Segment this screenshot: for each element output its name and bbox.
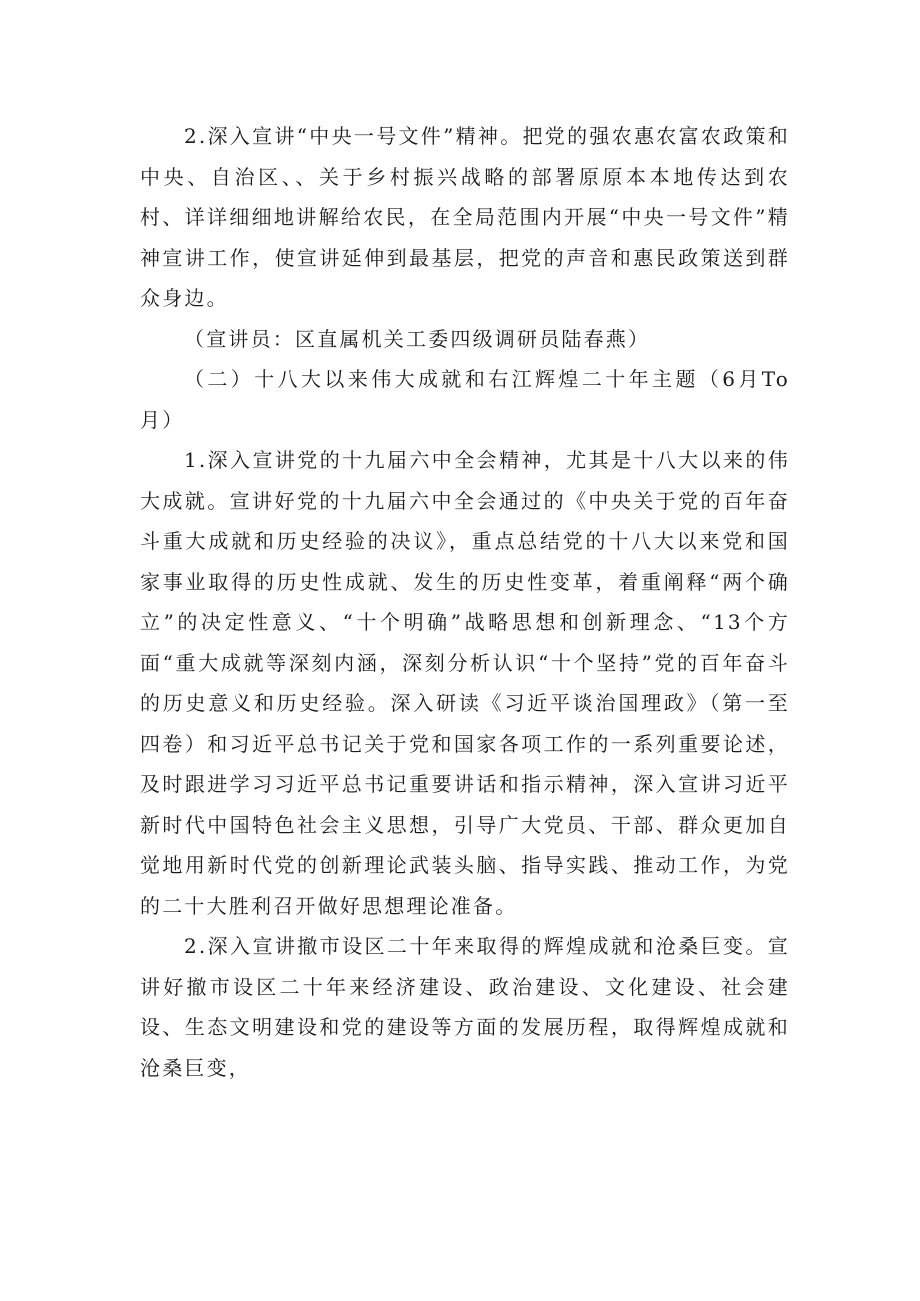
document-body bbox=[140, 116, 790, 1088]
paragraph-sixth-plenary: 1.深入宣讲党的十九届六中全会精神，尤其是十八大以来的伟大成就。宣讲好党的十九届六中全会通过的《中央关于党的百年奋斗重大成就和历史经验的决议》，重点总结党的十八大以来党和国家事业取得的历史性成就、发生的历史性变革，着重阐释“两个确立”的决定性意义、“十个明确”战略思想和创新理念、“13个方面“重大成就等深刻内涵，深刻分析认识“十个坚持”党的百年奋斗的历史意义和历史经验。深入研读《习近平谈治国理政》（第一至四卷）和习近平总书记关于党和国家各项工作的一系列重要论述，及时跟进学习习近平总书记重要讲话和指示精神，深入宣讲习近平新时代中国特色社会主义思想，引导广大党员、干部、群众更加自觉地用新时代党的创新理论武装头脑、指导实践、推动工作，为党的二十大胜利召开做好思想理论准备。 bbox=[140, 448, 790, 918]
paragraph-district-twenty-years: 2.深入宣讲撤市设区二十年来取得的辉煌成就和沧桑巨变。宣讲好撤市设区二十年来经济建设、政治建设、文化建设、社会建设、生态文明建设和党的建设等方面的发展历程，取得辉煌成就和沧桑巨变， bbox=[140, 934, 790, 1080]
paragraph-rural-policy: 2.深入宣讲“中央一号文件”精神。把党的强农惠农富农政策和中央、自治区、、关于乡村振兴战略的部署原原本本地传达到农村、详详细细地讲解给农民，在全局范围内开展“中央一号文件”精神宣讲工作，使宣讲延伸到最基层，把党的声音和惠民政策送到群众身边。 bbox=[140, 124, 790, 310]
paragraph-lecturer-note: （宣讲员：区直属机关工委四级调研员陆春燕） bbox=[184, 326, 651, 351]
section-heading-achievements: （二）十八大以来伟大成就和右江辉煌二十年主题（6月To月） bbox=[140, 367, 790, 432]
